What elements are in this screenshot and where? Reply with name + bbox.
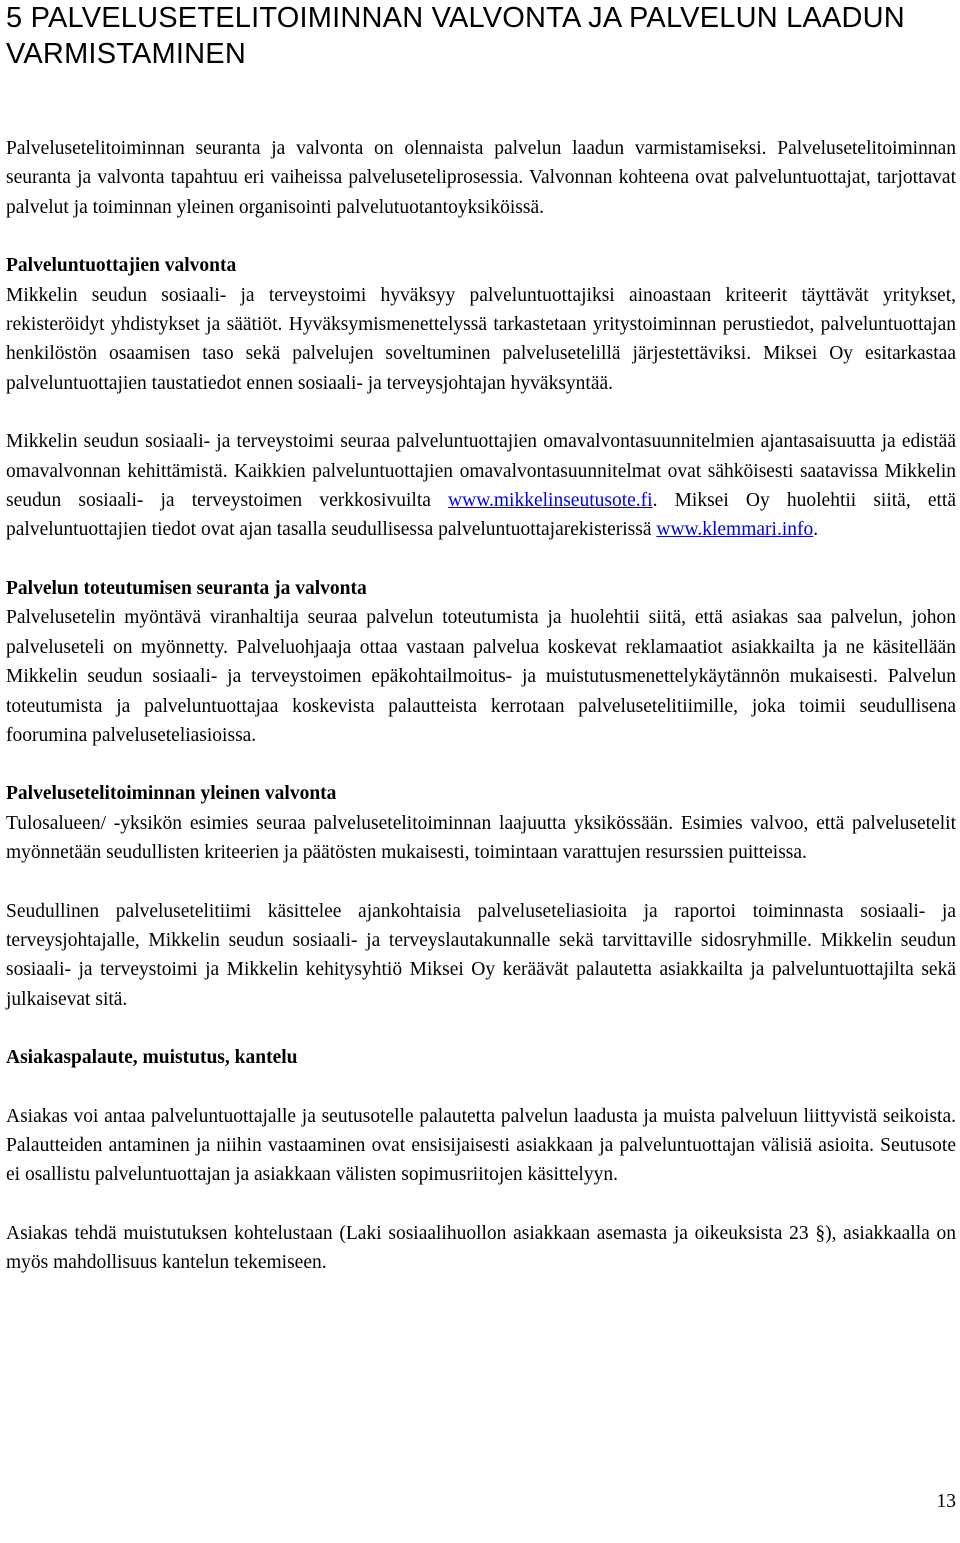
section4-paragraph-2: Asiakas tehdä muistutuksen kohtelustaan (Laki sosiaalihuollon asiakkaan asemasta ja oikeuksista 23 §), asiakkaalla on myös mahdollisuus kantelun tekemiseen. [6, 1222, 956, 1274]
section1-paragraph-1: Mikkelin seudun sosiaali- ja terveystoimi hyväksyy palveluntuottajiksi ainoastaan kriteerit täyttävät yritykset, rekisteröidyt yhdistykset ja säätiöt. Hyväksymismenettelyssä tarkastetaan yritystoiminnan perustiedot, palveluntuottajan henkilöstön osaamisen taso sekä palvelujen soveltuminen palvelusetelillä järjestettäviksi. Miksei Oy esitarkastaa palveluntuottajien taustatiedot ennen sosiaali- ja terveysjohtajan hyväksyntää. [6, 284, 956, 394]
section1-p2-text-c: . [813, 519, 819, 541]
section-title-yleinen-valvonta: Palvelusetelitoiminnan yleinen valvonta [6, 783, 337, 805]
document-body [6, 134, 956, 1278]
section4-paragraph-1: Asiakas voi antaa palveluntuottajalle ja seutusotelle palautetta palvelun laadusta ja muista palveluun liittyvistä seikoista. Palautteiden antaminen ja niihin vastaaminen ovat ensisijaisesti asiakkaan ja palveluntuottajan välisiä asioita. Seutusote ei osallistu palveluntuottajan ja asiakkaan välisten sopimusriitojen käsittelyyn. [6, 1105, 956, 1186]
section3-paragraph-2: Seudullinen palvelusetelitiimi käsittelee ajankohtaisia palveluseteliasioita ja raportoi toiminnasta sosiaali- ja terveysjohtajalle, Mikkelin seudun sosiaali- ja terveyslautakunnalle sekä tarvittaville sidosryhmille. Mikkelin seudun sosiaali- ja terveystoimi ja Mikkelin kehitysyhtiö Miksei Oy keräävät palautetta asiakkailta ja palveluntuottajilta sekä julkaisevat sitä. [6, 900, 956, 1010]
section-title-palveluntuottajien-valvonta: Palveluntuottajien valvonta [6, 255, 237, 277]
section1-p2-text-b: . Miksei Oy huolehtii siitä, että palveluntuottajien tiedot ovat ajan tasalla seudullisessa palveluntuottajarekisterissä [6, 490, 956, 541]
section2-paragraph-1: Palvelusetelin myöntävä viranhaltija seuraa palvelun toteutumista ja huolehtii siitä, että asiakas saa palvelun, johon palveluseteli on myönnetty. Palveluohjaaja ottaa vastaan palvelua koskevat reklamaatiot asiakkailta ja ne käsitellään Mikkelin seudun sosiaali- ja terveystoimen epäkohtailmoitus- ja muistutusmenettelykäytännön mukaisesti. Palvelun toteutumista ja palveluntuottajaa koskevista palautteista kerrotaan palvelusetelitiimille, joka toimii seudullisena foorumina palveluseteliasioissa. [6, 607, 956, 746]
section1-paragraph-2 [6, 427, 956, 545]
page-heading: 5 PALVELUSETELITOIMINNAN VALVONTA JA PALVELUN LAADUN VARMISTAMINEN [6, 2, 905, 70]
section1-p2-text-a: Mikkelin seudun sosiaali- ja terveystoimi seuraa palveluntuottajien omavalvontasuunnitelmien ajantasaisuutta ja edistää omavalvonnan kehittämistä. Kaikkien palveluntuottajien omavalvontasuunnitelmat ovat sähköisesti saatavissa Mikkelin seudun sosiaali- ja terveystoimen verkkosivuilta [6, 431, 956, 512]
link-mikkelinseutusote[interactable]: www.mikkelinseutusote.fi [448, 490, 653, 512]
page-number: 13 [936, 1491, 956, 1512]
section3-paragraph-1: Tulosalueen/ -yksikön esimies seuraa palvelusetelitoiminnan laajuutta yksikössään. Esimies valvoo, että palvelusetelit myönnetään seudullisten kriteerien ja päätösten mukaisesti, toimintaan varattujen resurssien puitteissa. [6, 812, 956, 864]
link-klemmari[interactable]: www.klemmari.info [656, 519, 814, 541]
document-page [6, 0, 956, 1278]
section-title-palvelun-toteutumisen-seuranta: Palvelun toteutumisen seuranta ja valvonta [6, 577, 367, 599]
intro-paragraph: Palvelusetelitoiminnan seuranta ja valvonta on olennaista palvelun laadun varmistamiseksi. Palvelusetelitoiminnan seuranta ja valvonta tapahtuu eri vaiheissa palveluseteliprosessia. Valvonnan kohteena ovat palveluntuottajat, tarjottavat palvelut ja toiminnan yleinen organisointi palvelutuotantoyksiköissä. [6, 138, 956, 218]
section-title-asiakaspalaute: Asiakaspalaute, muistutus, kantelu [6, 1047, 298, 1069]
